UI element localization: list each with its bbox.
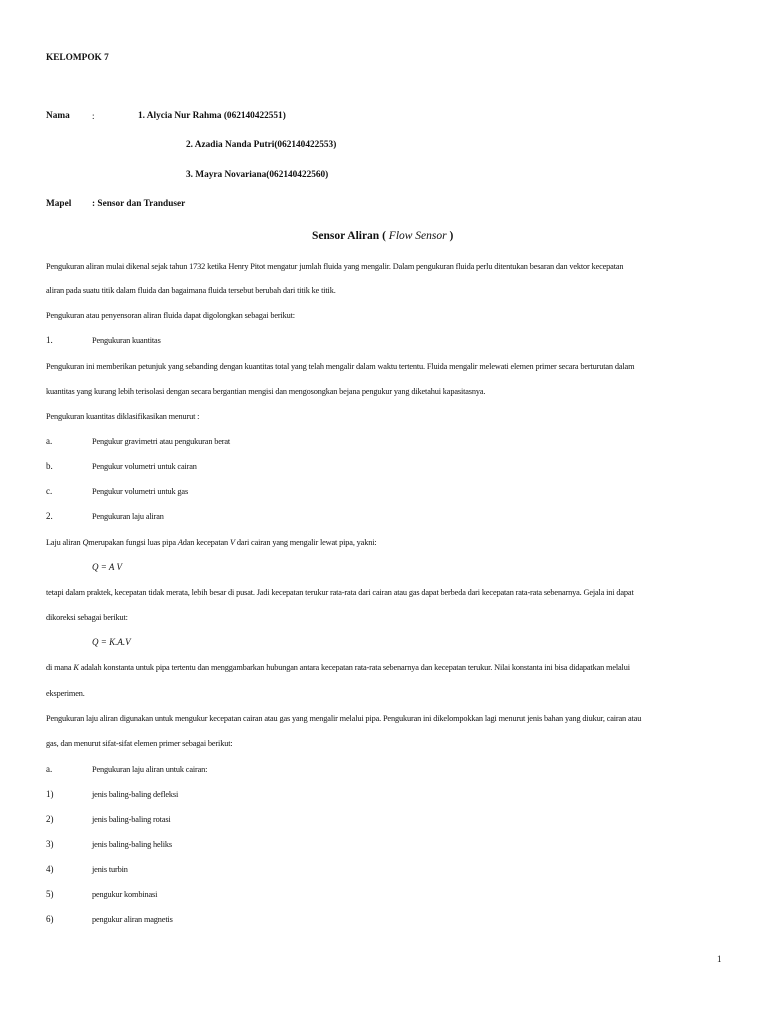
sublist-item: pengukur kombinasi: [92, 890, 158, 899]
document-title: [312, 231, 453, 242]
paragraph-line: tetapi dalam praktek, kecepatan tidak merata, lebih besar di pusat. Jadi kecepatan terukur rata-rata dari cairan atau gas dapat berbeda dari kecepatan rata-rata sebenarnya. Gejala ini dapat: [46, 588, 634, 597]
list-item: Pengukur gravimetri atau pengukuran berat: [92, 437, 231, 446]
paragraph-line: Pengukuran atau penyensoran aliran fluida dapat digolongkan sebagai berikut:: [46, 311, 295, 320]
paragraph-line: dikoreksi sebagai berikut:: [46, 613, 128, 622]
paragraph-line: Pengukuran ini memberikan petunjuk yang sebanding dengan kuantitas total yang telah mengalir dalam waktu tertentu. Fluida mengalir melewati elemen primer secara berturutan dalam: [46, 362, 635, 371]
mapel-value: : Sensor dan Tranduser: [92, 199, 186, 209]
paragraph-line: eksperimen.: [46, 689, 85, 698]
list-item: Pengukuran kuantitas: [92, 336, 161, 345]
paragraph-line: Pengukuran aliran mulai dikenal sejak tahun 1732 ketika Henry Pitot mengatur jumlah fluida yang mengalir. Dalam pengukuran fluida perlu ditentukan besaran dan vektor kecepatan: [46, 262, 624, 271]
text-run: merupakan fungsi luas pipa: [88, 538, 176, 547]
sublist-number: 1): [46, 789, 54, 799]
sublist-item: jenis baling-baling heliks: [92, 840, 172, 849]
mapel-label: Mapel: [46, 199, 72, 209]
paragraph-line: aliran pada suatu titik dalam fluida dan bagaimana fluida tersebut berubah dari titik ke titik.: [46, 286, 336, 295]
nama-label: Nama: [46, 111, 70, 121]
page-number: 1: [717, 954, 722, 964]
paragraph-line: kuantitas yang kurang lebih terisolasi dengan secara bergantian mengisi dan mengosongkan bejana pengukur yang diketahui kapasitasnya.: [46, 387, 486, 396]
title-close: ): [449, 230, 454, 242]
sublist-number: 6): [46, 914, 54, 924]
list-item: Pengukuran laju aliran untuk cairan:: [92, 765, 208, 774]
list-letter: a.: [46, 436, 53, 446]
paragraph-line: gas, dan menurut sifat-sifat elemen primer sebagai berikut:: [46, 739, 233, 748]
sublist-item: jenis baling-baling defleksi: [92, 790, 179, 799]
formula-q-kav: Q = K.A.V: [92, 637, 131, 647]
paragraph-line: Pengukuran laju aliran digunakan untuk mengukur kecepatan cairan atau gas yang mengalir melalui pipa. Pengukuran ini dikelompokkan lagi menurut jenis bahan yang diukur, cairan atau: [46, 714, 642, 723]
nama-colon: :: [92, 111, 95, 121]
text-run: Laju aliran: [46, 538, 81, 547]
list-item: Pengukuran laju aliran: [92, 512, 164, 521]
list-number: 2.: [46, 511, 53, 521]
title-main: Sensor Aliran (: [312, 230, 386, 242]
list-letter: a.: [46, 764, 53, 774]
paragraph-line: [46, 537, 377, 548]
sublist-number: 5): [46, 889, 54, 899]
paragraph-line: [46, 662, 630, 673]
paragraph-line: Pengukuran kuantitas diklasifikasikan menurut :: [46, 412, 200, 421]
var-v: V: [229, 538, 235, 547]
var-q: Q: [82, 538, 89, 547]
formula-q-av: Q = A V: [92, 562, 122, 572]
title-italic: Flow Sensor: [388, 230, 447, 242]
sublist-item: jenis baling-baling rotasi: [92, 815, 171, 824]
list-letter: b.: [46, 461, 53, 471]
text-run: dan kecepatan: [182, 538, 229, 547]
text-run: adalah konstanta untuk pipa tertentu dan menggambarkan hubungan antara kecepatan rata-rata sebenarnya dan kecepatan terukur. Nilai konstanta ini bisa didapatkan melalui: [80, 663, 630, 672]
sublist-item: jenis turbin: [92, 865, 128, 874]
member-1: 1. Alycia Nur Rahma (062140422551): [138, 111, 286, 121]
list-number: 1.: [46, 335, 53, 345]
list-item: Pengukur volumetri untuk cairan: [92, 462, 197, 471]
text-run: dari cairan yang mengalir lewat pipa, yakni:: [236, 538, 377, 547]
var-k: K: [73, 663, 79, 672]
var-a: A: [177, 538, 183, 547]
sublist-item: pengukur aliran magnetis: [92, 915, 173, 924]
sublist-number: 4): [46, 864, 54, 874]
sublist-number: 2): [46, 814, 54, 824]
member-3: 3. Mayra Novariana(062140422560): [186, 170, 329, 180]
list-letter: c.: [46, 486, 53, 496]
member-2: 2. Azadia Nanda Putri(062140422553): [186, 140, 337, 150]
sublist-number: 3): [46, 839, 54, 849]
group-label: KELOMPOK 7: [46, 53, 109, 63]
text-run: di mana: [46, 663, 72, 672]
list-item: Pengukur volumetri untuk gas: [92, 487, 189, 496]
